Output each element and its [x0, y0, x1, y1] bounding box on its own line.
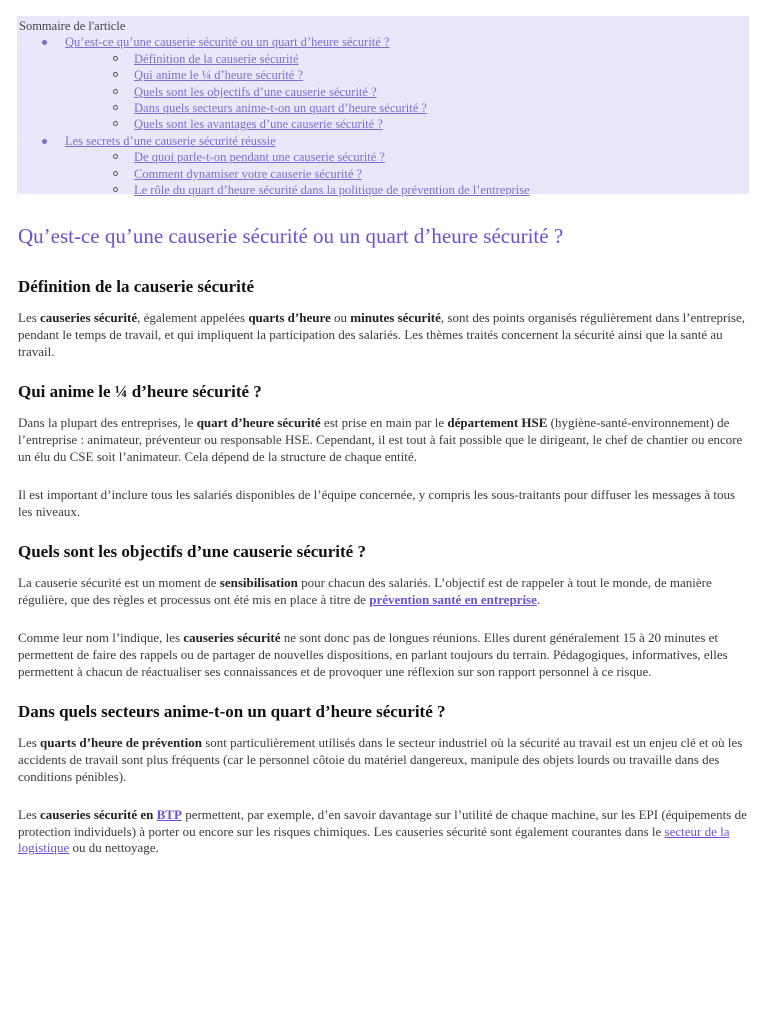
text: Dans la plupart des entreprises, le	[18, 415, 197, 431]
bold-text: sensibilisation	[219, 575, 298, 591]
text: permettent, par exemple, d’en savoir davantage sur l’utilité de chaque machine, sur les EPI (équipements de protection individuels) à porter ou encore sur les risques chimiques. Les causeries sécurité sont également courantes dans le	[18, 806, 747, 839]
toc-subitem	[19, 166, 749, 182]
toc-link-secteurs[interactable]: Dans quels secteurs anime-t-on un quart d’heure sécurité ?	[134, 101, 427, 116]
text: .	[536, 592, 541, 608]
toc-link-dynamiser[interactable]: Comment dynamiser votre causerie sécurité ?	[134, 166, 363, 181]
toc-list	[19, 34, 749, 198]
text: ou du nettoyage.	[69, 840, 159, 856]
paragraph: Il est important d’inclure tous les salariés disponibles de l’équipe concernée, y compris les sous-traitants pour diffuser les messages à tous les niveaux.	[18, 486, 736, 519]
text: Comme leur nom l’indique, les	[18, 629, 184, 645]
text: est prise en main par le	[320, 415, 448, 431]
text: Les	[18, 806, 41, 822]
section-heading: Définition de la causerie sécurité	[18, 277, 255, 296]
paragraph	[18, 735, 750, 785]
text: (hygiène-santé-environnement) de l’entreprise : animateur, préventeur ou responsable HSE. Cependant, il est tout à fait possible que le dirigeant, le chef de chantier ou encore un élu du CSE soit l’animateur. Cela dépend de la structure de chaque entité.	[18, 415, 743, 464]
toc-item	[19, 34, 749, 50]
bold-text: causeries sécurité en	[40, 806, 157, 822]
text: pour chacun des salariés. L’objectif est de rappeler à tout le monde, de manière régulière, que des règles et processus ont été mis en place à titre de	[18, 575, 712, 608]
section-heading: Qui anime le ¼ d’heure sécurité ?	[18, 382, 262, 402]
bold-text: causeries sécurité	[40, 310, 138, 325]
toc-link-qui-anime[interactable]: Qui anime le ¼ d’heure sécurité ?	[134, 68, 304, 83]
toc-subitem	[19, 67, 749, 83]
table-of-contents	[17, 16, 749, 198]
section-secteurs	[18, 701, 750, 857]
section-objectifs	[18, 541, 750, 680]
toc-link-secrets-section[interactable]: Les secrets d’une causerie sécurité réussie	[65, 133, 276, 148]
text: Les	[18, 310, 41, 325]
article-content	[18, 222, 750, 878]
toc-subitem	[19, 100, 749, 116]
bold-text: causeries sécurité	[183, 629, 281, 645]
text: ou	[330, 310, 351, 325]
paragraph	[18, 807, 750, 857]
bold-text: département HSE	[447, 415, 548, 431]
bold-text: quarts d’heure de prévention	[40, 735, 202, 751]
bold-text: minutes sécurité	[350, 310, 441, 325]
bold-text: quarts d’heure	[248, 310, 331, 325]
text: , également appelées	[137, 310, 249, 325]
text: sont particulièrement utilisés dans le secteur industriel où la sécurité au travail est un enjeu clé et où les accidents de travail sont plus fréquents (car le personnel côtoie du matériel dangereux, manipule des objets lourds ou travaille dans des conditions pénibles).	[18, 735, 743, 784]
toc-subitem	[19, 116, 749, 132]
paragraph	[18, 310, 750, 360]
text: La causerie sécurité est un moment de	[18, 575, 220, 591]
paragraph	[18, 415, 750, 465]
toc-link-definition[interactable]: Définition de la causerie sécurité	[134, 51, 299, 66]
section-heading: Quels sont les objectifs d’une causerie sécurité ?	[18, 542, 366, 562]
text: ne sont donc pas de longues réunions. Elles durent généralement 15 à 20 minutes et permettent de faire des rappels ou de partager de nouvelles dispositions, en parlant toujours du terrain. Pédagogiques, informatives, elles permettent à chacun de réactualiser ses connaissances et de provoquer une réflexion sur son rapport personnel à ce risque.	[18, 629, 728, 679]
section-definition	[18, 276, 750, 360]
toc-link-objectifs[interactable]: Quels sont les objectifs d’une causerie sécurité ?	[134, 84, 377, 99]
toc-link-avantages[interactable]: Quels sont les avantages d’une causerie sécurité ?	[134, 117, 383, 132]
paragraph	[18, 575, 750, 609]
toc-title: Sommaire de l'article	[19, 19, 126, 33]
toc-link-causerie-definition-section[interactable]: Qu’est-ce qu’une causerie sécurité ou un quart d’heure sécurité ?	[65, 35, 390, 50]
link-secteur-logistique[interactable]: secteur de la logistique	[18, 823, 730, 856]
section-heading: Dans quels secteurs anime-t-on un quart d’heure sécurité ?	[18, 702, 446, 722]
toc-subitem	[19, 149, 749, 165]
article-title: Qu’est-ce qu’une causerie sécurité ou un quart d’heure sécurité ?	[18, 224, 564, 248]
toc-link-de-quoi-parle[interactable]: De quoi parle-t-on pendant une causerie sécurité ?	[134, 150, 385, 165]
toc-subitem	[19, 51, 749, 67]
toc-link-role-prevention[interactable]: Le rôle du quart d’heure sécurité dans la politique de prévention de l’entreprise	[134, 183, 530, 198]
paragraph	[18, 630, 750, 680]
text: Les	[18, 735, 41, 751]
toc-subitem	[19, 182, 749, 198]
toc-subitem	[19, 84, 749, 100]
link-btp[interactable]: BTP	[156, 806, 182, 822]
text: , sont des points organisés régulièrement dans l’entreprise, pendant le temps de travail, et qui impliquent la participation des salariés. Les thèmes traités concernent la sécurité ainsi que la santé au travail.	[18, 310, 746, 359]
section-qui-anime	[18, 381, 750, 520]
link-prevention-sante[interactable]: prévention santé en entreprise	[369, 592, 537, 608]
bold-text: quart d’heure sécurité	[196, 415, 321, 431]
toc-item	[19, 133, 749, 149]
